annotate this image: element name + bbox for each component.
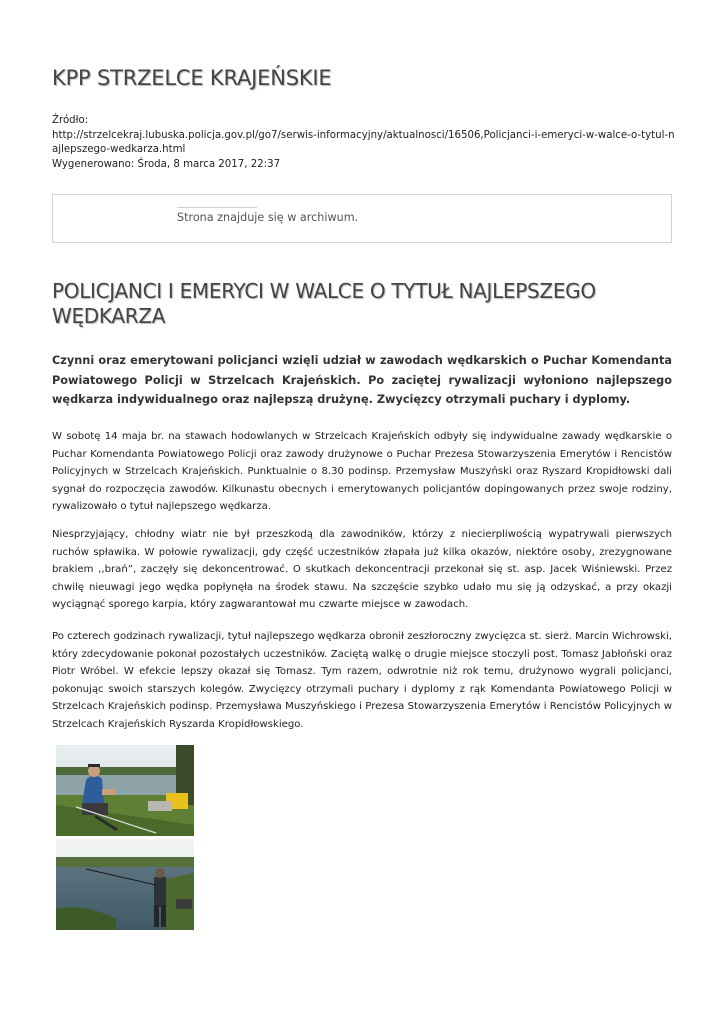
archive-divider [177,207,257,208]
archive-notice-box [52,194,672,243]
article-lead: Czynni oraz emerytowani policjanci wzięli udział w zawodach wędkarskich o Puchar Komendanta Powiatowego Policji w Strzelcach Krajeńskich. Po zaciętej rywalizacji wyłoniono najlepszego wędkarza indywidualnego oraz najlepszą drużynę. Zwycięzcy otrzymali puchary i dyplomy. [52,354,672,407]
archive-notice: Strona znajduje się w archiwum. [177,211,359,224]
photo-angler-kneeling[interactable] [56,745,194,836]
site-title: KPP STRZELCE KRAJEŃSKIE [52,66,332,90]
source-url[interactable]: http://strzelcekraj.lubuska.policja.gov.pl/go7/serwis-informacyjny/aktualnosci/16506,Policjanci-i-emeryci-w-walce-o-tytul-najlepszego-wedkarza.html [52,129,675,155]
source-block [52,114,677,172]
generated-date: Wygenerowano: Środa, 8 marca 2017, 22:37 [52,158,281,170]
photo-angler-standing[interactable] [56,839,194,930]
article-title: POLICJANCI I EMERYCI W WALCE O TYTUŁ NAJLEPSZEGO WĘDKARZA [52,279,596,328]
article-paragraph-1: W sobotę 14 maja br. na stawach hodowlanych w Strzelcach Krajeńskich odbyły się indywidualne zawady wędkarskie o Puchar Komendanta Powiatowego Policji oraz zawody drużynowe o Puchar Prezesa Stowarzyszenia Emerytów i Rencistów Policyjnych w Strzelcach Krajeńskich. Punktualnie o 8.30 podinsp. Przemysław Muszyński oraz Ryszard Kropidłowski dali sygnał do rozpoczęcia zawodów. Kilkunastu obecnych i emerytowanych policjantów dopingowanych przez swoje rodziny, rywalizowało o tytuł najlepszego wędkarza. [52,431,672,513]
article-paragraph-3: Po czterech godzinach rywalizacji, tytuł najlepszego wędkarza obronił zeszłoroczny zwycięzca st. sierż. Marcin Wichrowski, który zdecydowanie pokonał pozostałych uczestników. Zaciętą walkę o drugie miejsce stoczyli post. Tomasz Jabłoński oraz Piotr Wróbel. W efekcie lepszy okazał się Tomasz. Tym razem, odwrotnie niż rok temu, drużynowo wygrali policjanci, pokonując swoich starszych kolegów. Zwycięzcy otrzymali puchary i dyplomy z rąk Komendanta Powiatowego Policji w Strzelcach Krajeńskich podinsp. Przemysława Muszyńskiego i Prezesa Stowarzyszenia Emerytów i Rencistów Policyjnych w Strzelcach Krajeńskich Ryszarda Kropidłowskiego. [52,631,672,730]
article-paragraph-2: Niesprzyjający, chłodny wiatr nie był przeszkodą dla zawodników, którzy z niecierpliwością wypatrywali pierwszych ruchów spławika. W połowie rywalizacji, gdy część uczestników złapała już kilka okazów, niektóre osoby, zrezygnowane brakiem ,,brań”, zaczęły się dekoncentrować. O skutkach dekoncentracji przekonał się st. asp. Jacek Wiśniewski. Przez chwilę nieuwagi jego wędka popłynęła na środek stawu. Na szczęście szybko udało mu się ją odzyskać, a przy okazji wyciągnąć sporego karpia, który zagwarantował mu czwarte miejsce w zawodach. [52,529,672,611]
photo-angler-standing-image [56,839,194,930]
source-label: Źródło: [52,115,89,126]
photo-angler-kneeling-image [56,745,194,836]
